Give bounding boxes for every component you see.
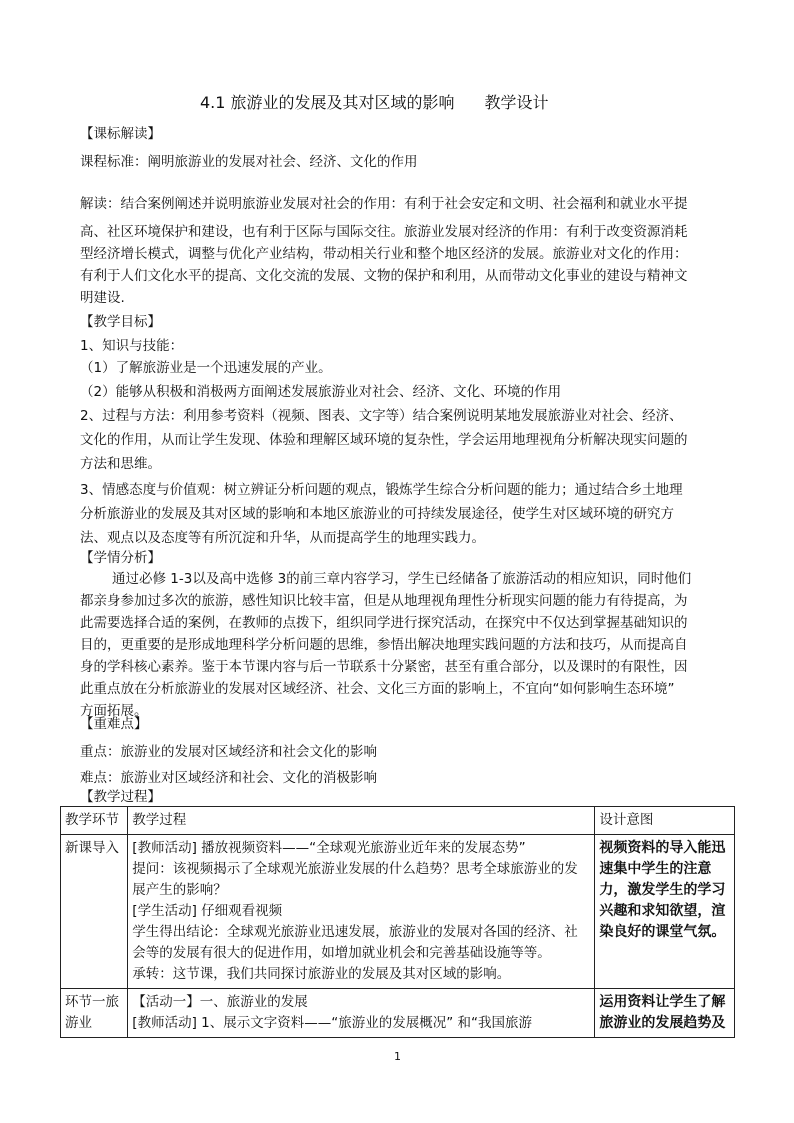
stage-cell: 环节一旅游业 [61,989,128,1038]
goal-line: 分析旅游业的发展及其对区域的影响和本地区旅游业的可持续发展途径，使学生对区域环境的研究方 [80,506,674,522]
goal-line: （2）能够从积极和消极两方面阐述发展旅游业对社会、经济、文化、环境的作用 [80,384,562,400]
goal-line: 2、过程与方法：利用参考资料（视频、图表、文字等）结合案例说明某地发展旅游业对社会、经济、 [80,408,683,424]
design-cell: 视频资料的导入能迅速集中学生的注意力，激发学生的学习兴趣和求知欲望，渲染良好的课堂气氛。 [595,835,735,989]
process-line: 【活动一】一、旅游业的发展 [132,994,308,1010]
header-design: 设计意图 [595,807,735,835]
jiedu-line: 解读：结合案例阐述并说明旅游业发展对社会的作用：有利于社会安定和文明、社会福利和就业水平提 [80,196,688,212]
xueqing-line: 都亲身参加过多次的旅游，感性知识比较丰富，但是从地理视角理性分析现实问题的能力有待提高，为 [80,593,688,609]
xueqing-line: 通过必修 1-3以及高中选修 3的前三章内容学习，学生已经储备了旅游活动的相应知识，同时他们 [112,571,692,587]
key-point: 重点：旅游业的发展对区域经济和社会文化的影响 [80,744,377,760]
jiedu-line: 明建设. [80,290,125,306]
section-xueqing-heading: 【学情分析】 [80,550,161,566]
jiedu-line: 有利于人们文化水平的提高、文化交流的发展、文物的保护和利用，从而带动文化事业的建设与精神文 [80,268,688,284]
page-title [200,90,549,113]
xueqing-line: 身的学科核心素养。鉴于本节课内容与后一节联系十分紧密，甚至有重合部分，以及课时的有限性，因 [80,659,688,675]
table-row [61,989,735,1038]
goal-line: 1、知识与技能： [80,338,184,354]
difficult-point: 难点：旅游业对区域经济和社会、文化的消极影响 [80,770,377,786]
goal-line: （1）了解旅游业是一个迅速发展的产业。 [80,360,332,376]
xueqing-line: 目的，更重要的是形成地理科学分析问题的思维，参悟出解决地理实践问题的方法和技巧，从而提高自 [80,637,688,653]
jiedu-line: 型经济增长模式，调整与优化产业结构，带动相关行业和整个地区经济的发展。旅游业对文化的作用： [80,246,688,262]
process-cell [128,989,595,1038]
header-process: 教学过程 [128,807,595,835]
section-zhongnan-heading: 【重难点】 [80,716,148,732]
xueqing-line: 方面拓展。 [80,703,148,719]
process-cell [128,835,595,989]
process-line: 学生得出结论：全球观光旅游业迅速发展，旅游业的发展对各国的经济、社会等的发展有很大的促进作用，如增加就业机会和完善基础设施等等。 [132,924,578,961]
goal-line: 方法和思维。 [80,456,161,472]
process-line: 承转：这节课，我们共同探讨旅游业的发展及其对区域的影响。 [132,966,511,982]
title-main: 4.1 旅游业的发展及其对区域的影响 [200,93,455,112]
jiedu-line: 高、社区环境保护和建设，也有利于区际与国际交往。旅游业发展对经济的作用：有利于改变资源消耗 [80,224,688,240]
xueqing-line: 此重点放在分析旅游业的发展对区域经济、社会、文化三方面的影响上，不宜向“如何影响生态环境” [80,681,675,697]
xueqing-line: 此需要选择合适的案例，在教师的点拨下，组织同学进行探究活动，在探究中不仅达到掌握基础知识的 [80,615,688,631]
header-stage: 教学环节 [61,807,128,835]
teaching-process-table [60,806,735,1038]
goal-line: 文化的作用，从而让学生发现、体验和理解区域环境的复杂性，学会运用地理视角分析解决现实问题的 [80,432,688,448]
title-suffix: 教学设计 [484,93,549,112]
table-header-row [61,807,735,835]
goal-line: 法、观点以及态度等有所沉淀和升华，从而提高学生的地理实践力。 [80,530,485,546]
process-line: 提问：该视频揭示了全球观光旅游业发展的什么趋势？思考全球旅游业的发展产生的影响？ [132,861,578,898]
page-number: 1 [394,1050,401,1063]
course-standard: 课程标准：阐明旅游业的发展对社会、经济、文化的作用 [80,154,418,170]
section-guocheng-heading: 【教学过程】 [80,789,161,805]
section-mubiao-heading: 【教学目标】 [80,314,161,330]
process-line: [教师活动] 1、展示文字资料——“旅游业的发展概况” 和“我国旅游 [132,1015,532,1031]
section-kebiao-heading: 【课标解读】 [80,126,161,142]
design-cell: 运用资料让学生了解旅游业的发展趋势及 [595,989,735,1038]
table-row [61,835,735,989]
goal-line: 3、情感态度与价值观：树立辨证分析问题的观点，锻炼学生综合分析问题的能力；通过结合乡土地理 [80,482,683,498]
process-line: [教师活动] 播放视频资料——“全球观光旅游业近年来的发展态势” [132,840,526,856]
stage-cell: 新课导入 [61,835,128,989]
process-line: [学生活动] 仔细观看视频 [132,903,283,919]
